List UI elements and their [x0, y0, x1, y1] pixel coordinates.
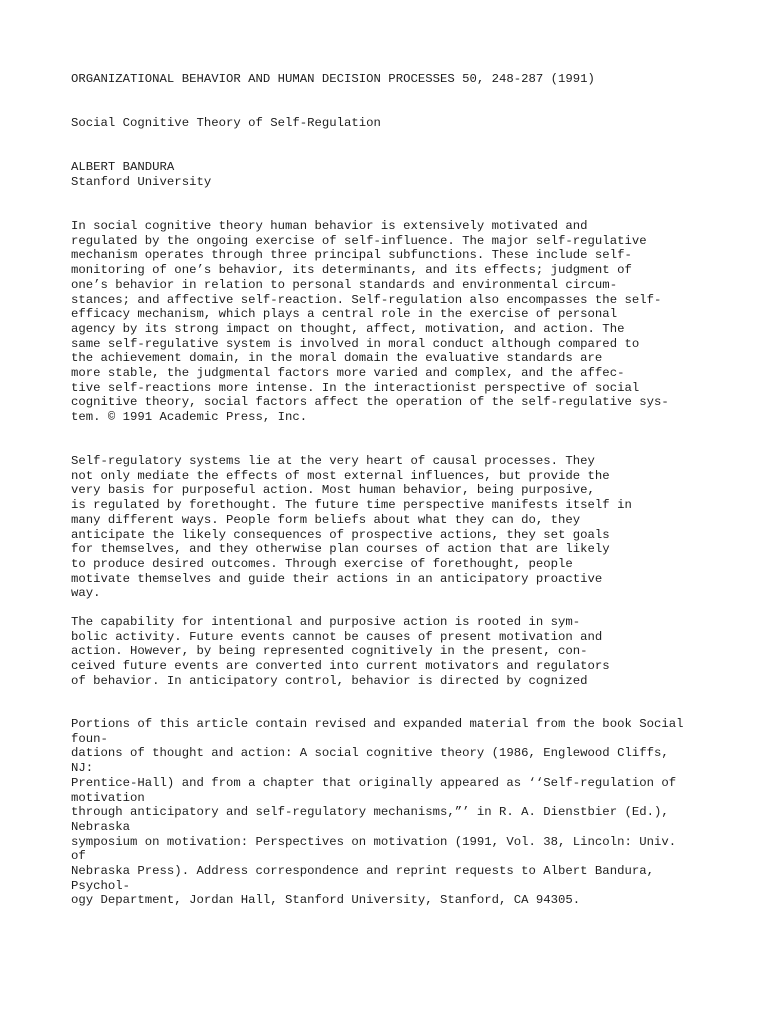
author-affiliation: Stanford University — [71, 175, 212, 189]
journal-header: ORGANIZATIONAL BEHAVIOR AND HUMAN DECISION PROCESSES 50, 248-287 (1991) — [71, 72, 595, 86]
body-paragraph-2: The capability for intentional and purposive action is rooted in sym- bolic activity. Future events cannot be causes of present motivation and action. However, by being represented cognitively in the present, con- ceived future events are converted into current motivators and regulators of behavior. In anticipatory control, behavior is directed by cognized — [71, 615, 610, 688]
article-title: Social Cognitive Theory of Self-Regulation — [71, 116, 381, 130]
footnote: Portions of this article contain revised and expanded material from the book Social foun- dations of thought and action: A social cognitive theory (1986, Englewood Cliffs, NJ: Prentice-Hall) and from a chapter that originally appeared as ‘‘Self-regulation of motivation through anticipatory and self-regulatory mechanisms,”’ in R. A. Dienstbier (Ed.), Nebraska symposium on motivation: Perspectives on motivation (1991, Vol. 38, Lincoln: Univ. of Nebraska Press). Address correspondence and reprint requests to Albert Bandura, Psychol- ogy Department, Jordan Hall, Stanford University, Stanford, CA 94305. — [71, 717, 684, 908]
author-name: ALBERT BANDURA — [71, 160, 175, 174]
body-paragraph-1: Self-regulatory systems lie at the very heart of causal processes. They not only mediate the effects of most external influences, but provide the very basis for purposeful action. Most human behavior, being purposive, is regulated by forethought. The future time perspective manifests itself in many different ways. People form beliefs about what they can do, they anticipate the likely consequences of prospective actions, they set goals for themselves, and they otherwise plan courses of action that are likely to produce desired outcomes. Through exercise of forethought, people motivate themselves and guide their actions in an anticipatory proactive way. — [71, 454, 632, 601]
abstract: In social cognitive theory human behavior is extensively motivated and regulated by the ongoing exercise of self-influence. The major self-regulative mechanism operates through three principal subfunctions. These include self- monitoring of one’s behavior, its determinants, and its effects; judgment of one’s behavior in relation to personal standards and environmental circum- stances; and affective self-reaction. Self-regulation also encompasses the self- efficacy mechanism, which plays a central role in the exercise of personal agency by its strong impact on thought, affect, motivation, and action. The same self-regulative system is involved in moral conduct although compared to the achievement domain, in the moral domain the evaluative standards are more stable, the judgmental factors more varied and complex, and the affec- tive self-reactions more intense. In the interactionist perspective of social cognitive theory, social factors affect the operation of the self-regulative sys- tem. © 1991 Academic Press, Inc. — [71, 219, 669, 425]
